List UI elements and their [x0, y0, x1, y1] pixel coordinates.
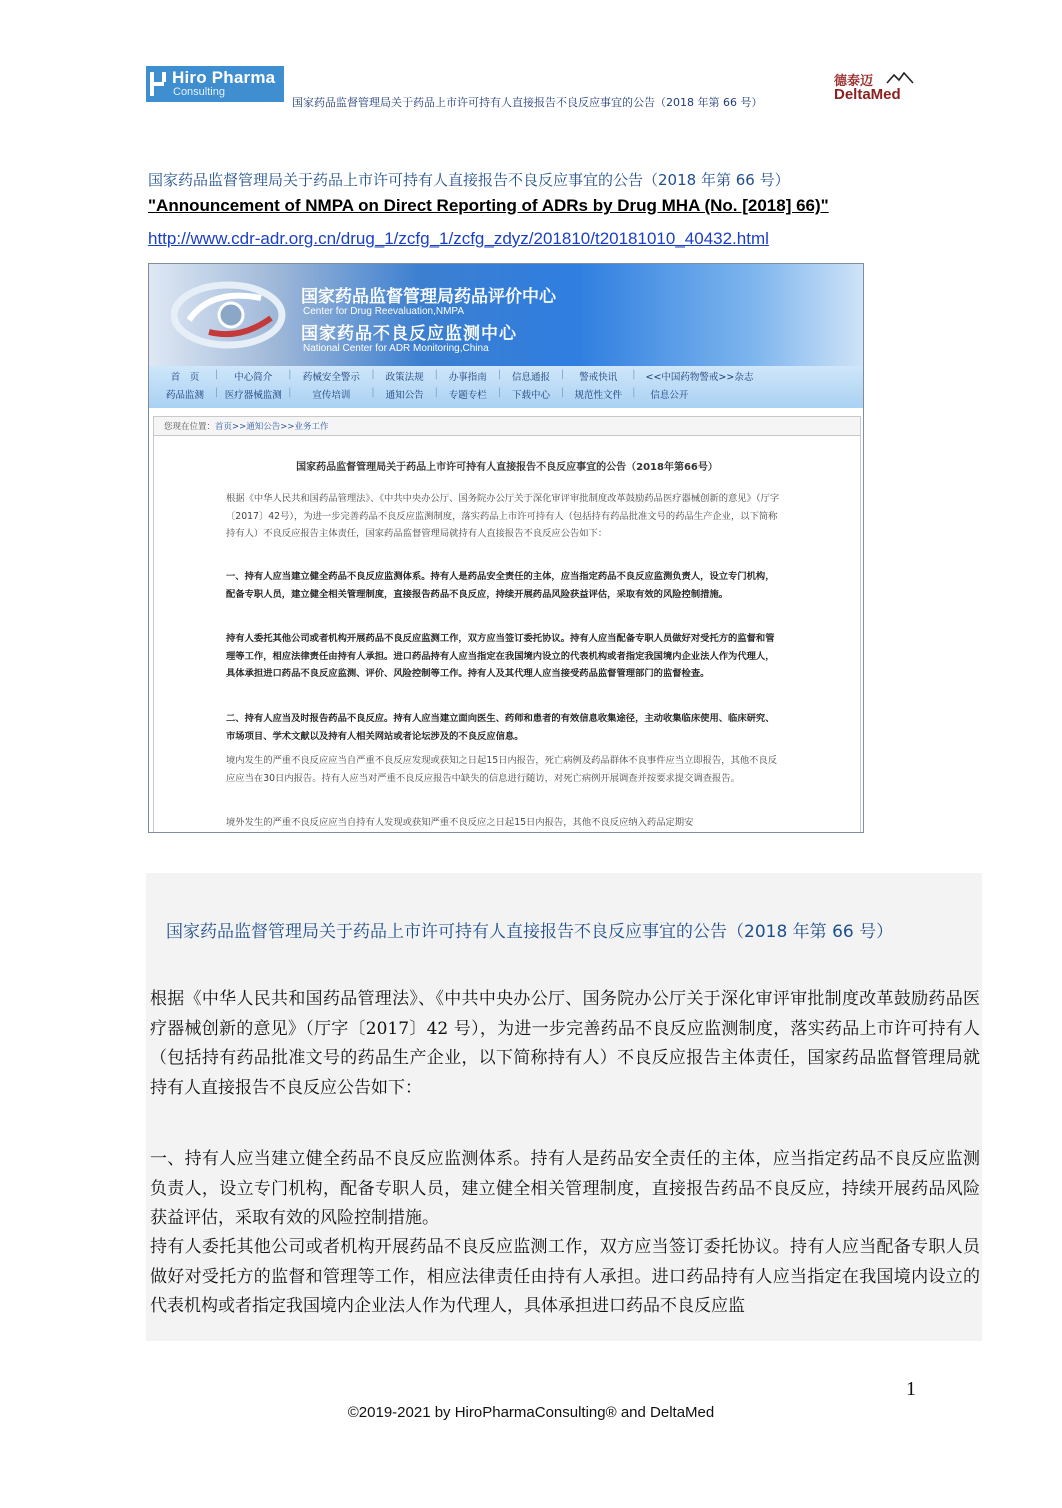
deltamed-logo — [832, 70, 914, 104]
nav-item[interactable]: 宣传培训 — [312, 390, 351, 401]
breadcrumb — [153, 416, 861, 436]
body-paragraph-3: 持有人委托其他公司或者机构开展药品不良反应监测工作，双方应当签订委托协议。持有人应当配备专职人员做好对受托方的监督和管理等工作，相应法律责任由持有人承担。进口药品持有人应当指定在我国境内设立的代表机构或者指定我国境内企业法人作为代理人，具体承担进口药品不良反应监 — [150, 1237, 980, 1316]
banner-cn-2: 国家药品不良反应监测中心 — [301, 324, 517, 344]
running-header-title: 国家药品监督管理局关于药品上市许可持有人直接报告不良反应事宜的公告（2018 年第 66 号） — [292, 96, 763, 109]
article-paragraph: 境外发生的严重不良反应应当自持有人发现或获知严重不良反应之日起15日内报告，其他不良反应纳入药品定期安 — [226, 817, 694, 828]
breadcrumb-prefix: 您现在位置： — [164, 422, 216, 432]
nav-item[interactable]: 通知公告 — [385, 390, 424, 401]
nav-item[interactable]: 专题专栏 — [448, 390, 487, 401]
article-paragraph: 二、持有人应当及时报告药品不良反应。持有人应当建立面向医生、药师和患者的有效信息收集途径，主动收集临床使用、临床研究、市场项目、学术文献以及持有人相关网站或者论坛涉及的不良反应信息。 — [226, 713, 775, 742]
doc-title-cn: 国家药品监督管理局关于药品上市许可持有人直接报告不良反应事宜的公告（2018 年第 66 号） — [148, 171, 790, 189]
nav-item[interactable]: 药械安全警示 — [302, 372, 360, 383]
nav-item[interactable]: 规范性文件 — [574, 390, 622, 401]
nav-item[interactable]: 中心简介 — [234, 372, 273, 383]
logo-left-sub: Consulting — [173, 86, 225, 98]
nav-item[interactable]: 信息通报 — [512, 372, 551, 383]
nav-item[interactable]: 警戒快讯 — [579, 372, 618, 383]
site-nav — [149, 366, 863, 408]
logo-right-en: DeltaMed — [834, 86, 901, 103]
article-content — [153, 436, 861, 833]
nav-item[interactable]: 下载中心 — [512, 390, 551, 401]
nav-row-1: 首 页 | 中心简介 | 药械安全警示 | 政策法规 | 办事指南 | 信息通报 | 警戒快讯 | <<中国药物警戒>>杂志 — [159, 369, 759, 385]
body-title: 国家药品监督管理局关于药品上市许可持有人直接报告不良反应事宜的公告（2018 年第 66 号） — [166, 922, 894, 942]
logo-left-name: Hiro Pharma — [172, 68, 276, 87]
logo-right-cn: 德泰迈 — [834, 73, 874, 88]
breadcrumb-path[interactable]: 首页>>通知公告>>业务工作 — [215, 422, 329, 432]
banner-cn-1: 国家药品监督管理局药品评价中心 — [301, 287, 556, 307]
banner-en-1: Center for Drug Reevaluation,NMPA — [303, 306, 464, 317]
cdr-emblem-icon — [171, 280, 286, 350]
nav-item[interactable]: 信息公开 — [650, 390, 689, 401]
hiro-logo-mark-icon — [150, 72, 168, 96]
doc-title-en: "Announcement of NMPA on Direct Reporting of ADRs by Drug MHA (No. [2018] 66)" — [148, 196, 829, 215]
nav-item[interactable]: 医疗器械监测 — [224, 390, 282, 401]
article-paragraph: 一、持有人应当建立健全药品不良反应监测体系。持有人是药品安全责任的主体，应当指定药品不良反应监测负责人，设立专门机构，配备专职人员，建立健全相关管理制度，直接报告药品不良反应，持续开展药品风险获益评估，采取有效的风险控制措施。 — [226, 571, 775, 600]
article-title: 国家药品监督管理局关于药品上市许可持有人直接报告不良反应事宜的公告（2018年第66号） — [296, 462, 718, 473]
body-paragraph-2: 一、持有人应当建立健全药品不良反应监测体系。持有人是药品安全责任的主体，应当指定药品不良反应监测负责人，设立专门机构，配备专职人员，建立健全相关管理制度，直接报告药品不良反应，持续开展药品风险获益评估，采取有效的风险控制措施。 — [150, 1149, 980, 1228]
body-paragraph-1: 根据《中华人民共和国药品管理法》、《中共中央办公厅、国务院办公厅关于深化审评审批制度改革鼓励药品医疗器械创新的意见》（厅字〔2017〕42 号），为进一步完善药品不良反应监测制度，落实药品上市许可持有人（包括持有药品批准文号的药品生产企业，以下简称持有人）不良反应报告主体责任，国家药品监督管理局就持有人直接报告不良反应公告如下： — [150, 989, 980, 1098]
site-banner — [149, 264, 863, 366]
page-number: 1 — [906, 1378, 916, 1400]
source-url-link[interactable]: http://www.cdr-adr.org.cn/drug_1/zcfg_1/zcfg_zdyz/201810/t20181010_40432.html — [148, 229, 769, 248]
article-paragraph: 持有人委托其他公司或者机构开展药品不良反应监测工作，双方应当签订委托协议。持有人应当配备专职人员做好对受托方的监督和管理等工作，相应法律责任由持有人承担。进口药品持有人应当指定在我国境内设立的代表机构或者指定我国境内企业法人作为代理人，具体承担进口药品不良反应监测、评价、风险控制等工作。持有人及其代理人应当接受药品监督管理部门的监督检查。 — [226, 633, 775, 679]
nav-item[interactable]: 首 页 — [170, 372, 200, 383]
nav-item[interactable]: 办事指南 — [448, 372, 487, 383]
copyright-footer: ©2019-2021 by HiroPharmaConsulting® and DeltaMed — [347, 1404, 715, 1421]
nav-item[interactable]: 政策法规 — [385, 372, 424, 383]
hiro-pharma-logo — [146, 66, 284, 102]
nav-item[interactable]: <<中国药物警戒>>杂志 — [645, 372, 754, 383]
nav-item[interactable]: 药品监测 — [165, 390, 204, 401]
website-screenshot — [148, 263, 864, 833]
body-text-box — [146, 873, 982, 1341]
mountain-icon — [886, 72, 914, 84]
article-paragraph: 根据《中华人民共和国药品管理法》、《中共中央办公厅、国务院办公厅关于深化审评审批制度改革鼓励药品医疗器械创新的意见》（厅字〔2017〕42号），为进一步完善药品不良反应监测制度，落实药品上市许可持有人（包括持有药品批准文号的药品生产企业，以下简称持有人）不良反应报告主体责任，国家药品监督管理局就持有人直接报告不良反应公告如下： — [226, 493, 780, 539]
article-paragraph: 境内发生的严重不良反应应当自严重不良反应发现或获知之日起15日内报告，死亡病例及药品群体不良事件应当立即报告，其他不良反应应当在30日内报告。持有人应当对严重不良反应报告中缺失的信息进行随访，对死亡病例开展调查并按要求提交调查报告。 — [226, 755, 778, 784]
banner-en-2: National Center for ADR Monitoring,China — [303, 343, 489, 354]
nav-row-2: 药品监测 | 医疗器械监测 | 宣传培训 | 通知公告 | 专题专栏 | 下载中心 | 规范性文件 | 信息公开 — [159, 387, 699, 403]
